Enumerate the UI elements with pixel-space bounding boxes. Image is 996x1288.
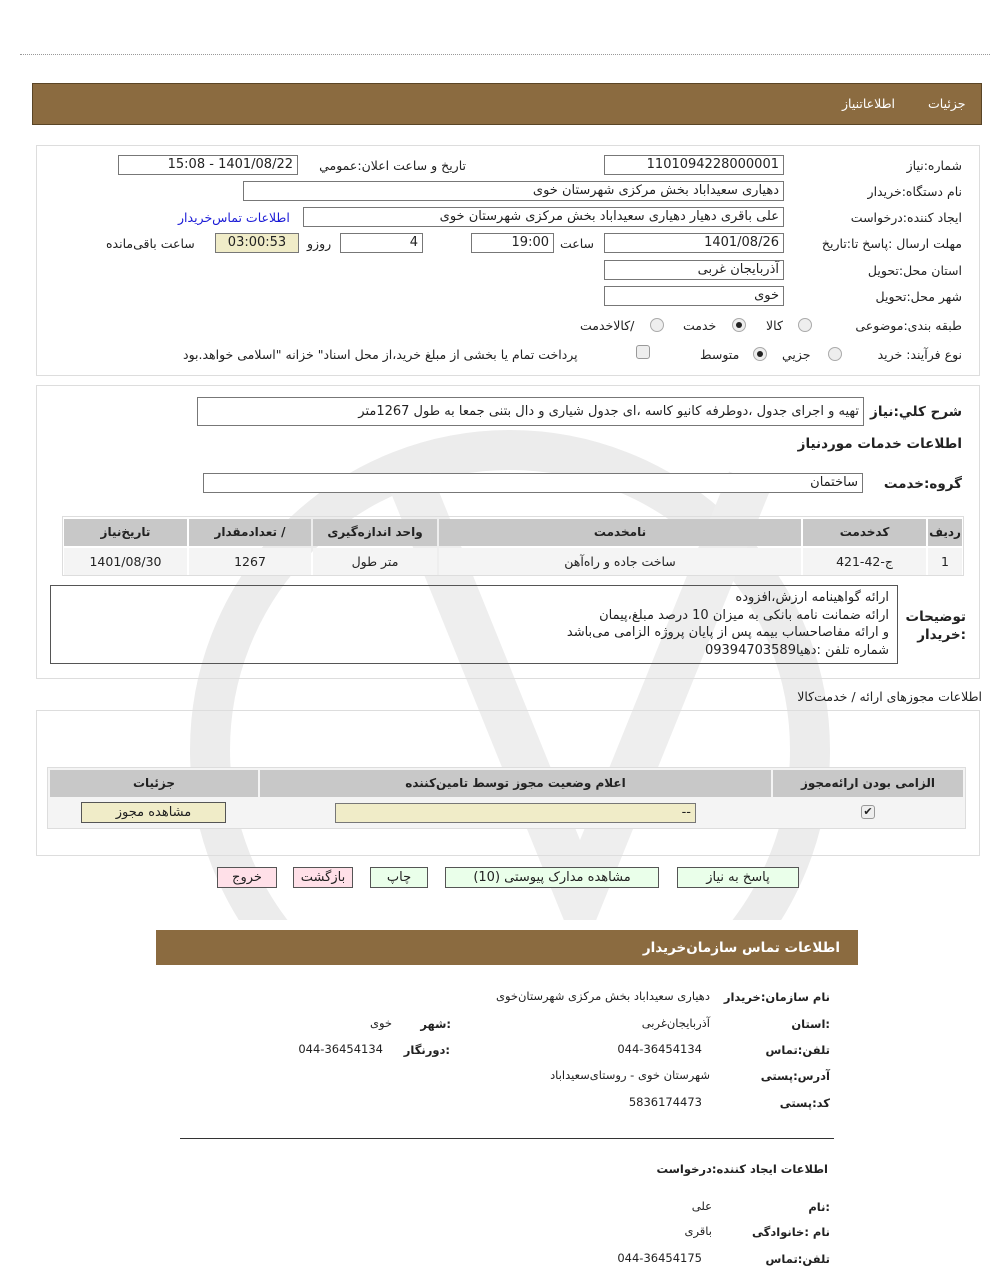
city-label: :شهر: [420, 1017, 451, 1031]
permits-title: اطلاعات مجوزهای ارائه / خدمت‌کالا: [797, 689, 982, 704]
summary-field: تهیه و اجرای جدول ،دوطرفه کانیو کاسه ،ای جدول شیاری و دال بتنی جمعا به طول 1267متر: [197, 397, 864, 426]
view-permit-button[interactable]: مشاهده مجوز: [81, 802, 226, 823]
family-label: نام :خانوادگی: [752, 1225, 830, 1239]
col-service-name: نامخدمت: [439, 519, 801, 546]
need-number-field[interactable]: 1101094228000001: [604, 155, 784, 175]
name-label: :نام: [808, 1200, 830, 1214]
back-button[interactable]: بازگشت: [293, 867, 353, 888]
cell-service-name: ساخت جاده و راه‌آهن: [439, 548, 801, 575]
process-label: نوع فرآیند: خرید: [877, 347, 962, 362]
address-value: شهرستان خوی - روستای‌سعیداباد: [550, 1068, 710, 1082]
print-button[interactable]: چاپ: [370, 867, 428, 888]
hour-label: ساعت: [560, 236, 595, 251]
remaining-time: 03:00:53: [215, 233, 299, 253]
exit-button[interactable]: خروج: [217, 867, 277, 888]
cell-need-date: 1401/08/30: [64, 548, 187, 575]
buyer-contact-link[interactable]: اطلاعات تماس‌خریدار: [178, 210, 290, 225]
org-value: دهیاری سعیداباد بخش مرکزی شهرستان‌خوی: [495, 989, 710, 1003]
col-row: ردیف: [928, 519, 962, 546]
notes-label: توضیحات :خریدار: [905, 609, 966, 643]
fax-label: :دورنگار: [403, 1043, 450, 1057]
tab-details[interactable]: جزئیات: [928, 96, 966, 111]
col-service-code: کدخدمت: [803, 519, 926, 546]
cell-service-code: ج-42-421: [803, 548, 926, 575]
payment-note: پرداخت تمام یا بخشی از مبلغ خرید،از محل اسناد" خزانه "اسلامی خواهد.بود: [183, 347, 578, 362]
province-label: استان محل:تحویل: [867, 263, 962, 278]
creator-title: اطلاعات ایجاد کننده:درخواست: [656, 1162, 828, 1176]
creator-phone-label: تلفن:تماس: [765, 1252, 830, 1266]
services-title: اطلاعات خدمات موردنیاز: [797, 436, 962, 452]
permit-status-field[interactable]: --: [335, 803, 696, 823]
creator-label: ایجاد کننده:درخواست: [850, 210, 962, 225]
reply-button[interactable]: پاسخ به نیاز: [677, 867, 799, 888]
contact-divider: [180, 1138, 834, 1139]
cell-quantity: 1267: [189, 548, 311, 575]
radio-goods-service-label: /کالاخدمت: [580, 318, 635, 333]
postal-label: کد:پستی: [779, 1096, 830, 1110]
group-label: گروه:خدمت: [883, 476, 962, 492]
remaining-label: ساعت باقی‌مانده: [106, 236, 195, 251]
col-permit-status: اعلام وضعیت مجوز توسط تامین‌کننده: [260, 770, 771, 797]
cell-unit: متر طول: [313, 548, 437, 575]
province-label: :استان: [791, 1017, 830, 1031]
contact-title: اطلاعات تماس سازمان‌خریدار: [642, 940, 840, 956]
phone-label: تلفن:تماس: [765, 1043, 830, 1057]
deadline-date-field[interactable]: 1401/08/26: [604, 233, 784, 253]
radio-medium-label: متوسط: [700, 347, 740, 362]
note-line: و ارائه مفاصاحساب بیمه پس از پایان پروژه الزامی می‌باشد: [566, 625, 889, 640]
announce-label: تاریخ و ساعت اعلان:عمومي: [319, 158, 466, 173]
address-label: آدرس:پستی: [760, 1069, 830, 1083]
attachments-button[interactable]: مشاهده مدارک پیوستی (10): [445, 867, 659, 888]
note-line: ارائه ضمانت نامه بانکی به میزان 10 درصد مبلغ،پیمان: [599, 607, 889, 623]
group-field: ساختمان: [203, 473, 863, 493]
note-line: شماره تلفن :دهیا09394703589: [704, 642, 889, 658]
radio-service-label: خدمت: [683, 318, 717, 333]
days-label: روزو: [307, 236, 332, 251]
permit-required-checkbox[interactable]: ✔: [861, 805, 875, 819]
org-label: نام سازمان:خریدار: [723, 990, 830, 1004]
postal-value: 5836174473: [628, 1095, 702, 1109]
note-line: ارائه گواهینامه ارزش،افزوده: [735, 590, 889, 605]
creator-phone-value: 044-36454175: [617, 1251, 702, 1265]
name-value: علی: [691, 1199, 712, 1213]
col-permit-details: جزئیات: [50, 770, 258, 797]
radio-minor-label: جزيي: [782, 347, 811, 362]
family-value: باقری: [684, 1224, 712, 1238]
buyer-label: نام دستگاه:خریدار: [867, 184, 962, 199]
deadline-label: مهلت ارسال :پاسخ تا:تاریخ: [821, 236, 962, 251]
creator-field[interactable]: علی باقری دهیار دهیاری سعیداباد بخش مرکزی شهرستان خوی: [303, 207, 784, 227]
phone-value: 044-36454134: [617, 1042, 702, 1056]
col-quantity: / تعدادمقدار: [189, 519, 311, 546]
city-value: خوی: [369, 1016, 392, 1030]
col-need-date: تاریخ‌نیاز: [64, 519, 187, 546]
summary-label: شرح کلي:نیاز: [870, 404, 962, 420]
city-field[interactable]: خوی: [604, 286, 784, 306]
col-permit-required: الزامی بودن ارائه‌مجوز: [773, 770, 963, 797]
fax-value: 044-36454134: [298, 1042, 383, 1056]
deadline-time-field[interactable]: 19:00: [471, 233, 554, 253]
announce-field[interactable]: 1401/08/22 - 15:08: [118, 155, 298, 175]
category-label: طبقه بندی:موضوعی: [855, 318, 962, 333]
need-number-label: شماره:نیاز: [906, 158, 962, 173]
tab-need-info[interactable]: اطلاعاتنیاز: [842, 96, 896, 111]
city-label: شهر محل:تحویل: [875, 289, 962, 304]
days-field[interactable]: 4: [340, 233, 423, 253]
cell-row: 1: [928, 548, 962, 575]
col-unit: واحد اندازه‌گیری: [313, 519, 437, 546]
radio-goods-label: کالا: [766, 318, 783, 333]
province-value: آذربایجان‌غربی: [641, 1016, 710, 1030]
province-field[interactable]: آذربایجان غربی: [604, 260, 784, 280]
buyer-field[interactable]: دهیاری سعیداباد بخش مرکزی شهرستان خوی: [243, 181, 784, 201]
